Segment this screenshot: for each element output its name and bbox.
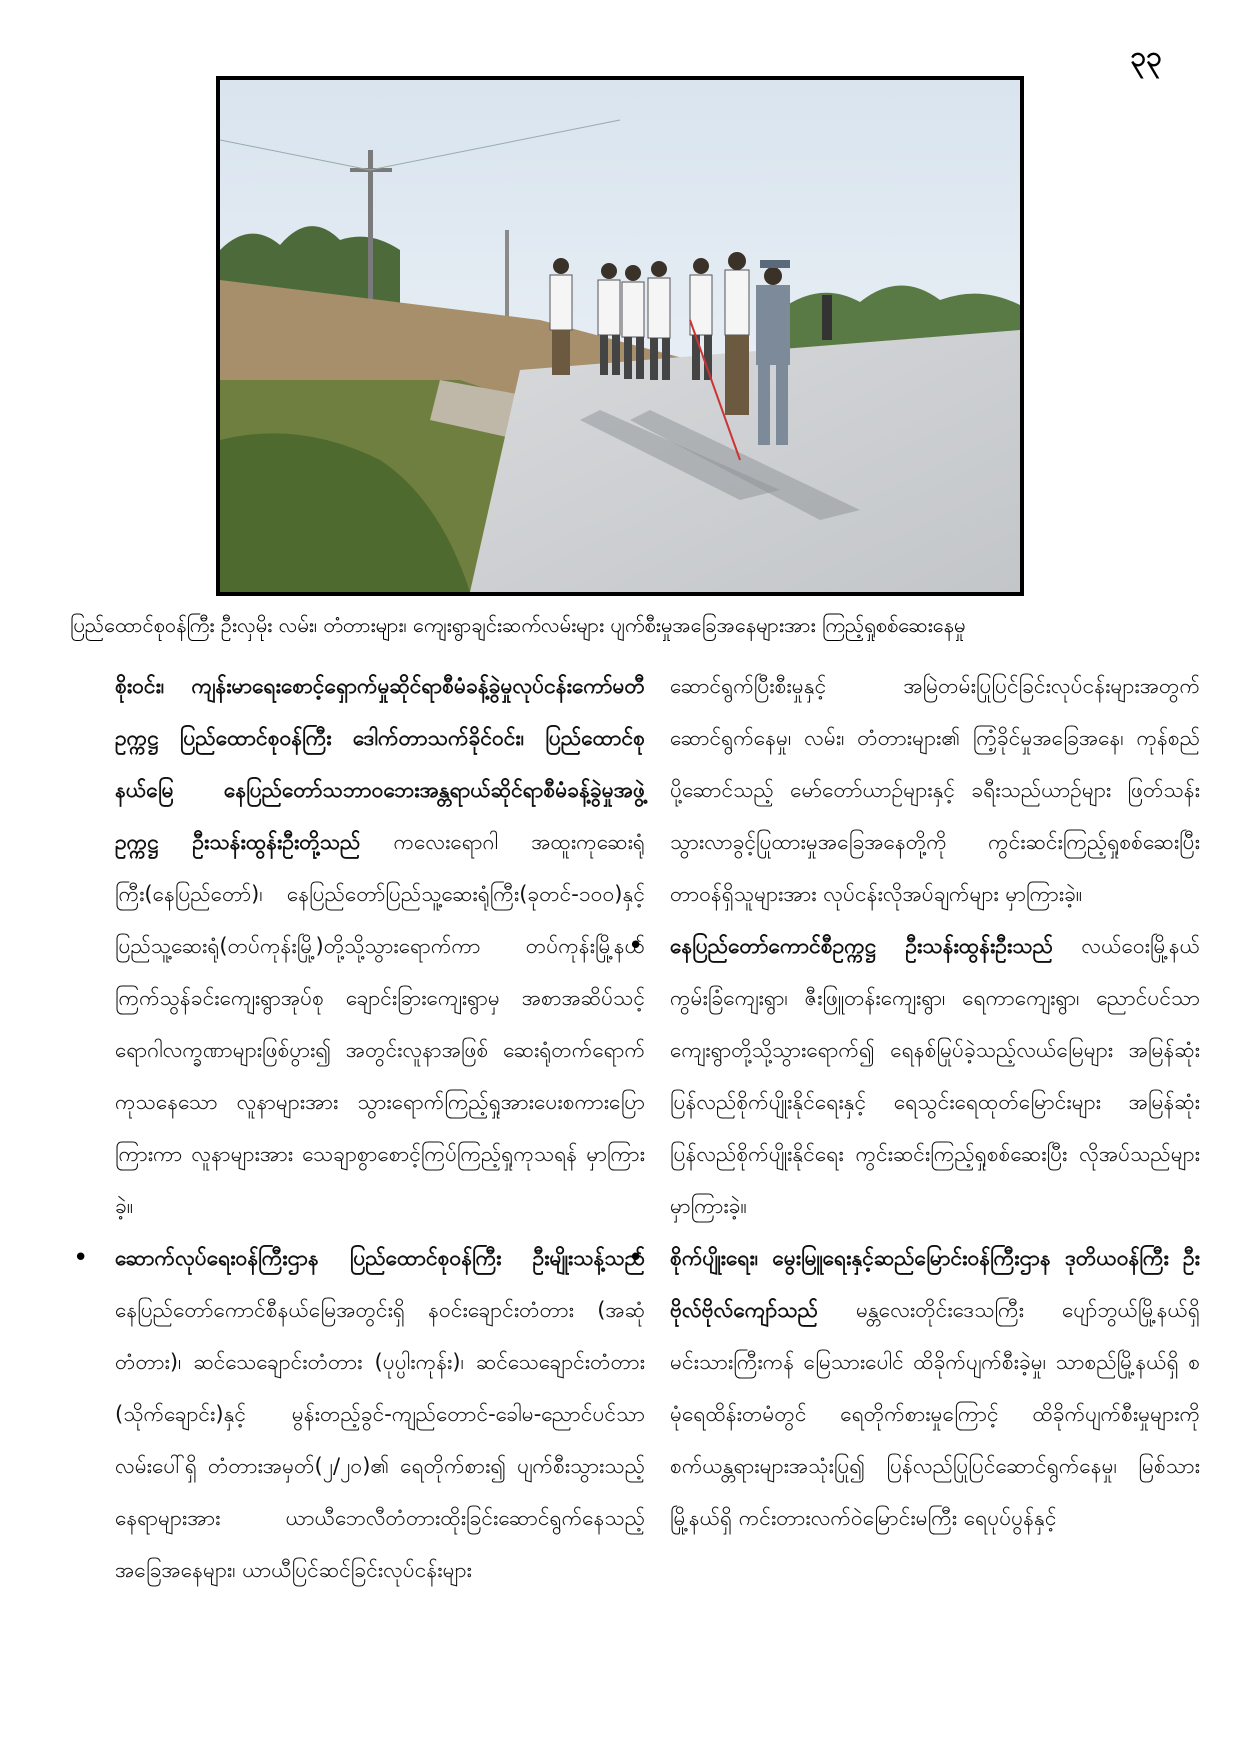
bullet-lead-bold: ဆောက်လုပ်ရေးဝန်ကြီးဌာန ပြည်ထောင်စုဝန်ကြီး ဦးမျိုးသန့်သည် (115, 1246, 645, 1270)
bullet-lead-bold: နေပြည်တော်ကောင်စီဥက္ကဋ္ဌ ဦးသန်းထွန်းဦးသည် (670, 934, 1053, 958)
bullet-body: နေပြည်တော်ကောင်စီနယ်မြေအတွင်းရှိ နဝင်းချောင်းတံတား (အဆုံတံတား)၊ ဆင်သေချောင်းတံတား (ပုပ္ပါးကုန်း)၊ ဆင်သေချောင်းတံတား (သိုက်ချောင်း)နှင့် မွန်းတည့်ခွင်-ကျည်တောင်-ခေါမ-ညောင်ပင်သာ လမ်းပေါ်ရှိ တံတားအမှတ်(၂/၂၀)၏ ရေတိုက်စား၍ ပျက်စီးသွားသည့် နေရာများအား ယာယီဘေလီတံတားထိုးခြင်းဆောင်ရွက်နေသည့်အခြေအနေများ၊ ယာယီပြင်ဆင်ခြင်းလုပ်ငန်းများ (115, 1298, 645, 1582)
bullet-body: မန္တလေးတိုင်းဒေသကြီး ပျော်ဘွယ်မြို့နယ်ရှိ မင်းသားကြီးကန် မြေသားပေါင် ထိခိုက်ပျက်စီးခဲ့မှု၊ သာစည်မြို့နယ်ရှိ စမုံရေထိန်းတမံတွင် ရေတိုက်စားမှုကြောင့် ထိခိုက်ပျက်စီးမှုများကို စက်ယန္တရားများအသုံးပြု၍ ပြန်လည်ပြုပြင်ဆောင်ရွက်နေမှု၊ မြစ်သားမြို့နယ်ရှိ ကင်းတားလက်ဝဲမြောင်းမကြီး ရေပုပ်ပွန်နှင့် (670, 1298, 1200, 1530)
photo-caption: ပြည်ထောင်စုဝန်ကြီး ဦးလှမိုး လမ်း၊ တံတားများ၊ ကျေးရွာချင်းဆက်လမ်းများ ပျက်စီးမှုအခြေအနေများအား ကြည့်ရှုစစ်ဆေးနေမှု (70, 613, 966, 637)
paragraph-body: ကလေးရောဂါ အထူးကုဆေးရုံကြီး(နေပြည်တော်)၊ နေပြည်တော်ပြည်သူ့ဆေးရုံကြီး(ခုတင်-၁၀၀)နှင့် ပြည်သူ့ဆေးရုံ(တပ်ကုန်းမြို့)တို့သို့သွားရောက်ကာ တပ်ကုန်းမြို့နယ် ကြက်သွန်ခင်းကျေးရွာအုပ်စု ချောင်းခြားကျေးရွာမှ အစာအဆိပ်သင့်ရောဂါလက္ခဏာများဖြစ်ပွား၍ အတွင်းလူနာအဖြစ် ဆေးရုံတက်ရောက်ကုသနေသော လူနာများအား သွားရောက်ကြည့်ရှုအားပေးစကားပြောကြားကာ လူနာများအား သေချာစွာစောင့်ကြပ်ကြည့်ရှုကုသရန် မှာကြားခဲ့။ (115, 830, 645, 1218)
left-paragraph (115, 660, 645, 1232)
road-inspection-photo (216, 76, 1024, 596)
paragraph-lead-bold: စိုးဝင်း၊ ကျန်းမာရေးစောင့်ရှောက်မှုဆိုင်ရာစီမံခန့်ခွဲမှုလုပ်ငန်းကော်မတီဥက္ကဋ္ဌ ပြည်ထောင်စုဝန်ကြီး ဒေါက်တာသက်ခိုင်ဝင်း၊ ပြည်ထောင်စုနယ်မြေ နေပြည်တော်သဘာဝဘေးအန္တရာယ်ဆိုင်ရာစီမံခန့်ခွဲမှုအဖွဲ့ဥက္ကဋ္ဌ ဦးသန်းထွန်းဦးတို့သည် (115, 674, 645, 854)
bullet-item-construction-minister (115, 1232, 645, 1596)
bullet-lead-bold: စိုက်ပျိုးရေး၊ မွေးမြူရေးနှင့်ဆည်မြောင်းဝန်ကြီးဌာန ဒုတိယဝန်ကြီး ဦးဗိုလ်ဗိုလ်ကျော်သည် (670, 1246, 1200, 1322)
page-number: ၃၃ (1130, 40, 1162, 73)
right-paragraph-continuation: ဆောင်ရွက်ပြီးစီးမှုနှင့် အမြဲတမ်းပြုပြင်ခြင်းလုပ်ငန်းများအတွက် ဆောင်ရွက်နေမှု၊ လမ်း၊ တံတားများ၏ ကြံ့ခိုင်မှုအခြေအနေ၊ ကုန်စည်ပို့ဆောင်သည့် မော်တော်ယာဉ်များနှင့် ခရီးသည်ယာဉ်များ ဖြတ်သန်းသွားလာခွင့်ပြုထားမှုအခြေအနေတို့ကို ကွင်းဆင်းကြည့်ရှုစစ်ဆေးပြီး တာဝန်ရှိသူများအား လုပ်ငန်းလိုအပ်ချက်များ မှာကြားခဲ့။ (670, 674, 1200, 906)
bullet-item-deputy-minister (670, 1232, 1200, 1544)
bullet-item-council-chairman (670, 920, 1200, 1232)
bullet-body: လယ်ဝေးမြို့နယ် ကွမ်းခြံကျေးရွာ၊ ဇီးဖြူတန်းကျေးရွာ၊ ရေကာကျေးရွာ၊ ညောင်ပင်သာကျေးရွာတို့သို့သွားရောက်၍ ရေနစ်မြုပ်ခဲ့သည့်လယ်မြေများ အမြန်ဆုံးပြန်လည်စိုက်ပျိုးနိုင်ရေးနှင့် ရေသွင်းရေထုတ်မြောင်းများ အမြန်ဆုံးပြန်လည်စိုက်ပျိုးနိုင်ရေး ကွင်းဆင်းကြည့်ရှုစစ်ဆေးပြီး လိုအပ်သည်များမှာကြားခဲ့။ (670, 934, 1201, 1218)
photo-illustration (220, 80, 1020, 592)
right-column (670, 660, 1200, 1544)
left-column (115, 660, 645, 1596)
